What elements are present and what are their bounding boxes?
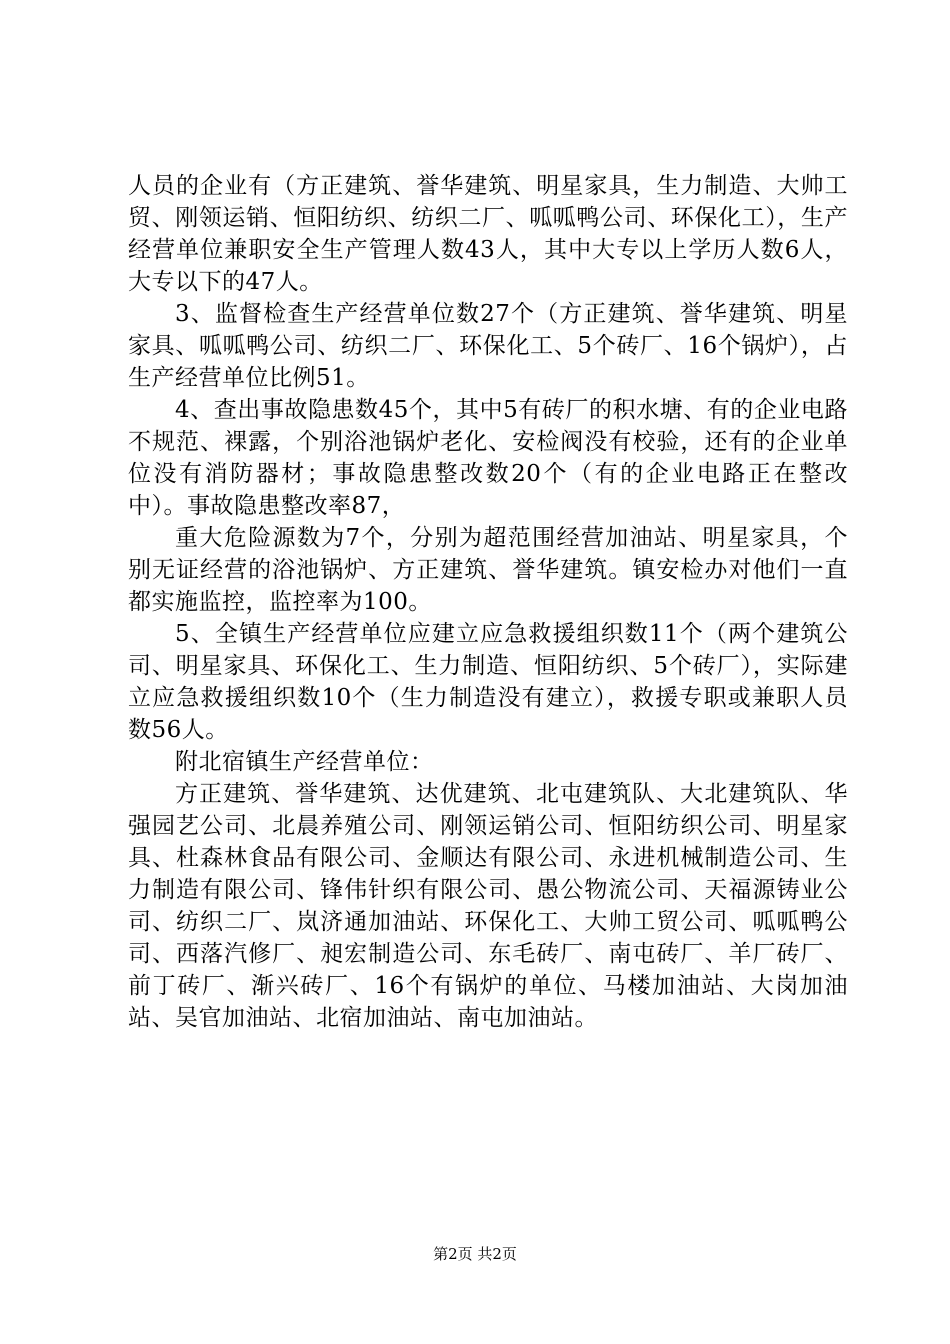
paragraph-major-hazard-sources: 重大危险源数为7个，分别为超范围经营加油站、明星家具，个别无证经营的浴池锅炉、方正建筑、誉华建筑。镇安检办对他们一直都实施监控，监控率为100。 (128, 525, 848, 615)
paragraph-emergency-rescue: 5、全镇生产经营单位应建立应急救援组织数11个（两个建筑公司、明星家具、环保化工、生力制造、恒阳纺织、5个砖厂），实际建立应急救援组织数10个（生力制造没有建立），救援专职或兼职人员数56人。 (128, 621, 848, 743)
document-body (128, 170, 848, 1034)
page-footer: 第2页 共2页 (433, 1245, 517, 1263)
paragraph-staff-continuation: 人员的企业有（方正建筑、誉华建筑、明星家具，生力制造、大帅工贸、刚领运销、恒阳纺织、纺织二厂、呱呱鸭公司、环保化工），生产经营单位兼职安全生产管理人数43人，其中大专以上学历人数6人，大专以下的47人。 (128, 173, 848, 295)
paragraph-appendix-heading: 附北宿镇生产经营单位： (175, 749, 434, 775)
paragraph-hazards: 4、查出事故隐患数45个，其中5有砖厂的积水塘、有的企业电路不规范、裸露，个别浴池锅炉老化、安检阀没有校验，还有的企业单位没有消防器材；事故隐患整改数20个（有的企业电路正在整改中）。事故隐患整改率87， (128, 397, 848, 519)
paragraph-unit-list: 方正建筑、誉华建筑、达优建筑、北屯建筑队、大北建筑队、华强园艺公司、北晨养殖公司、刚领运销公司、恒阳纺织公司、明星家具、杜森林食品有限公司、金顺达有限公司、永进机械制造公司、生力制造有限公司、锋伟针织有限公司、愚公物流公司、天福源铸业公司、纺织二厂、岚济通加油站、环保化工、大帅工贸公司、呱呱鸭公司、西落汽修厂、昶宏制造公司、东毛砖厂、南屯砖厂、羊厂砖厂、前丁砖厂、渐兴砖厂、16个有锅炉的单位、马楼加油站、大岗加油站、吴官加油站、北宿加油站、南屯加油站。 (128, 781, 848, 1031)
paragraph-inspection: 3、监督检查生产经营单位数27个（方正建筑、誉华建筑、明星家具、呱呱鸭公司、纺织二厂、环保化工、5个砖厂、16个锅炉），占生产经营单位比例51。 (128, 301, 848, 391)
